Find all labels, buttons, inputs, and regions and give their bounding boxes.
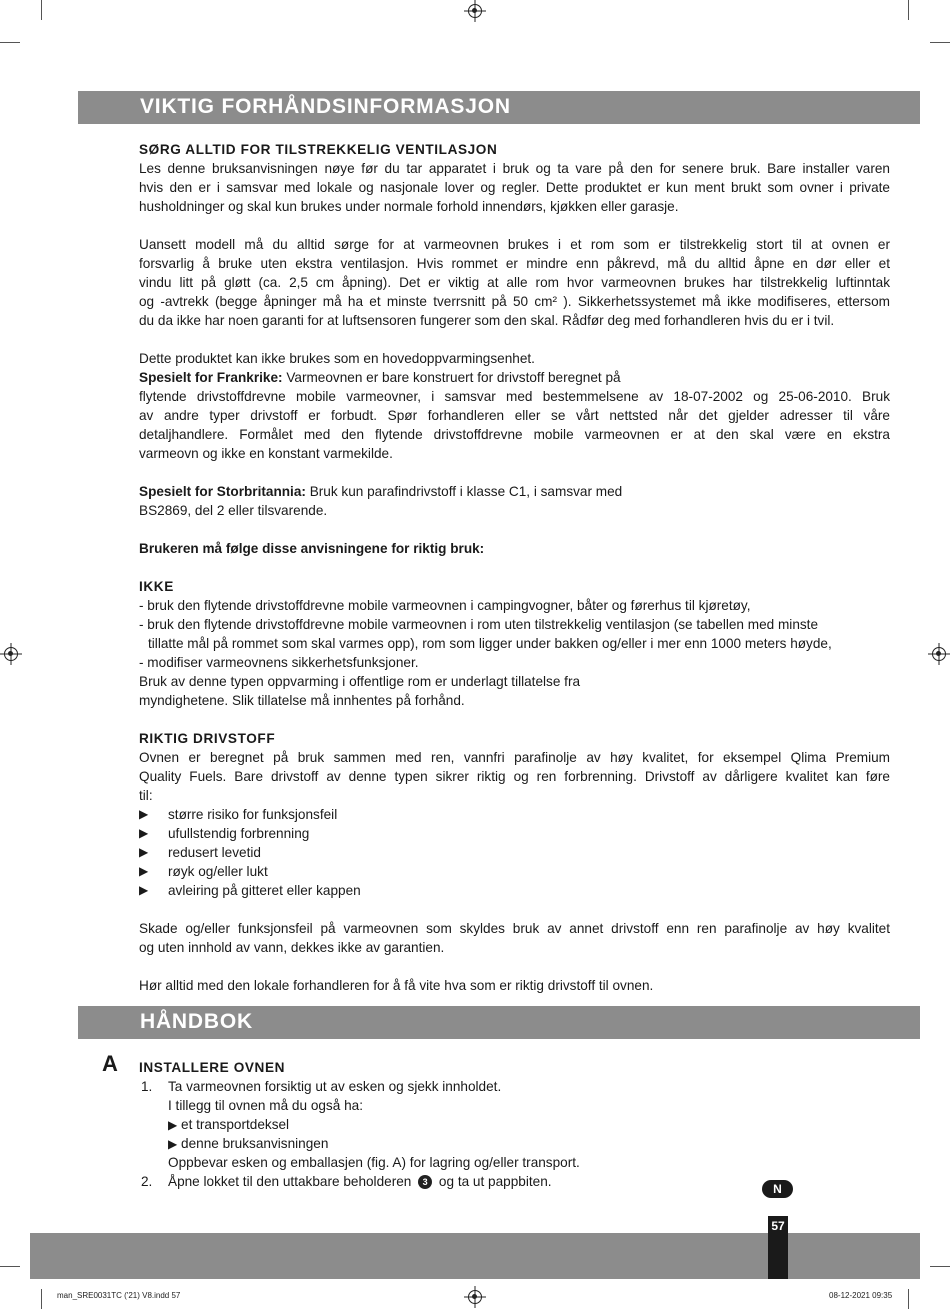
page-number: 57: [771, 1219, 785, 1233]
paragraph-line: husholdninger og skal kun brukes under normale forhold innendørs, kjøkken eller garasje.: [139, 199, 679, 214]
bullet-text: større risiko for funksjonsfeil: [168, 807, 338, 822]
bullet-text: ufullstendig forbrenning: [168, 826, 310, 841]
bullet-text: redusert levetid: [168, 845, 261, 860]
ikke-line: myndighetene. Slik tillatelse må innhentes på forhånd.: [139, 693, 465, 708]
crop-mark: [908, 0, 909, 20]
france-text: Varmeovnen er bare konstruert for drivstoff beregnet på: [282, 370, 621, 385]
ventilation-heading: SØRG ALLTID FOR TILSTREKKELIG VENTILASJON: [139, 142, 498, 157]
triangle-right-icon: ▶: [139, 807, 149, 821]
ikke-line: - bruk den flytende drivstoffdrevne mobile varmeovnen i rom uten tilstrekkelig ventilasjon (se tabellen med minste: [139, 617, 819, 632]
crop-mark: [0, 42, 20, 43]
fuel-line: Ovnen er beregnet på bruk sammen med ren, vannfri parafinolje av høy kvalitet, for eksempel Qlima Premium: [139, 750, 890, 765]
crop-mark: [908, 1289, 909, 1309]
triangle-right-icon: ▶: [168, 1118, 178, 1132]
registration-mark-icon: [468, 1290, 482, 1304]
triangle-right-icon: ▶: [168, 1137, 178, 1151]
triangle-right-icon: ▶: [139, 883, 149, 897]
paragraph-line: BS2869, del 2 eller tilsvarende.: [139, 503, 328, 518]
triangle-right-icon: ▶: [139, 845, 149, 859]
page-number-tab: [768, 1216, 788, 1279]
ikke-line: - bruk den flytende drivstoffdrevne mobile varmeovnen i campingvogner, båter og førerhus til kjøretøy,: [139, 598, 751, 613]
fuel-bullet: [139, 843, 261, 862]
paragraph-line: flytende drivstoffdrevne mobile varmeovner, i samsvar med bestemmelsene av 18-07-2002 og 25-06-2010. Bruk: [139, 389, 890, 404]
step2-text-a: Åpne lokket til den uttakbare beholderen: [168, 1174, 412, 1189]
step-text: Ta varmeovnen forsiktig ut av esken og sjekk innholdet.: [168, 1079, 502, 1094]
fuel-bullet: [139, 862, 268, 881]
crop-mark: [41, 1289, 42, 1309]
language-badge: N: [762, 1180, 793, 1198]
fuel-bullet: [139, 824, 309, 843]
bullet-text: røyk og/eller lukt: [168, 864, 268, 879]
step-text: [168, 1172, 552, 1191]
user-must-heading: Brukeren må følge disse anvisningene for riktig bruk:: [139, 541, 485, 556]
crop-mark: [930, 42, 950, 43]
section-title: VIKTIG FORHÅNDSINFORMASJON: [140, 95, 511, 118]
date-slug: 08-12-2021 09:35: [829, 1291, 893, 1300]
fuel-bullet: [139, 805, 337, 824]
step-number: 2.: [141, 1174, 153, 1189]
ikke-line: tillatte mål på rommet som skal varmes opp), rom som ligger under bakken og/eller i mer enn 1000 meters høyde,: [148, 636, 832, 651]
step-subitem: [168, 1134, 328, 1154]
crop-mark: [0, 1266, 20, 1267]
step-text: I tillegg til ovnen må du også ha:: [168, 1098, 363, 1113]
uk-text: Bruk kun parafindrivstoff i klasse C1, i samsvar med: [305, 484, 623, 499]
triangle-right-icon: ▶: [139, 864, 149, 878]
subitem-text: et transportdeksel: [181, 1117, 290, 1132]
paragraph-line: vindu litt på gløtt (ca. 2,5 cm åpning). Det er viktig at alle rom hvor varmeovnen brukes har tilstrekkelig luftinntak: [139, 275, 890, 290]
paragraph-line: Uansett modell må du alltid sørge for at varmeovnen brukes i et rom som er tilstrekkelig stort til at ovnen er: [139, 237, 890, 252]
install-heading: INSTALLERE OVNEN: [139, 1060, 286, 1075]
damage-line: Skade og/eller funksjonsfeil på varmeovnen som skyldes bruk av annet drivstoff enn ren parafinolje av høy kvalitet: [139, 921, 890, 936]
step-number: 1.: [141, 1079, 153, 1094]
fuel-line: til:: [139, 788, 153, 803]
uk-label: Spesielt for Storbritannia:: [139, 484, 306, 499]
step2-text-b: og ta ut pappbiten.: [438, 1174, 552, 1189]
paragraph-line: forsvarlig å bruke uten ekstra ventilasjon. Hvis rommet er mindre enn påkrevd, må du alltid åpne en dør eller et: [139, 256, 890, 271]
dealer-line: Hør alltid med den lokale forhandleren for å få vite hva som er riktig drivstoff til ovnen.: [139, 978, 654, 993]
paragraph-line: detaljhandlere. Formålet med den flytende drivstoffdrevne mobile varmeovnen er at den skal være en ekstra: [139, 427, 890, 442]
paragraph-line: varmeovn og ikke en konstant varmekilde.: [139, 446, 393, 461]
registration-mark-icon: [932, 647, 946, 661]
subitem-text: denne bruksanvisningen: [181, 1136, 329, 1151]
france-label: Spesielt for Frankrike:: [139, 370, 283, 385]
paragraph-line: Dette produktet kan ikke brukes som en hovedoppvarmingsenhet.: [139, 351, 535, 366]
step-text: Oppbevar esken og emballasjen (fig. A) for lagring og/eller transport.: [168, 1155, 580, 1170]
paragraph-line: og -avtrekk (begge åpninger må ha et minste tverrsnitt på 50 cm² ). Sikkerhetssystemet må ikke modifiseres, ettersom: [139, 294, 890, 309]
france-line: [139, 368, 621, 387]
ikke-heading: IKKE: [139, 579, 174, 594]
part-number-badge: 3: [418, 1175, 432, 1189]
fuel-heading: RIKTIG DRIVSTOFF: [139, 731, 276, 746]
uk-line: [139, 482, 622, 501]
section-header-band: [78, 91, 920, 124]
section-title: HÅNDBOK: [140, 1010, 253, 1033]
paragraph-line: av andre typer drivstoff er forbudt. Spør forhandleren eller se vårt nettsted når det gjelder adresser til våre: [139, 408, 890, 423]
crop-mark: [930, 1266, 950, 1267]
paragraph-line: hvis den er i samsvar med lokale og nasjonale lover og regler. Dette produktet er kun ment brukt som ovner i private: [139, 180, 890, 195]
bullet-text: avleiring på gitteret eller kappen: [168, 883, 361, 898]
crop-mark: [41, 0, 42, 20]
paragraph-line: Les denne bruksanvisningen nøye før du tar apparatet i bruk og ta vare på den for senere bruk. Bare installer varen: [139, 161, 890, 176]
fuel-line: Quality Fuels. Bare drivstoff av denne typen sikrer riktig og ren forbrenning. Drivstoff av dårligere kvalitet kan føre: [139, 769, 890, 784]
paragraph-line: du da ikke har noen garanti for at luftsensoren fungerer som den skal. Rådfør deg med forhandleren hvis du er i tvil.: [139, 313, 835, 328]
ikke-line: Bruk av denne typen oppvarming i offentlige rom er underlagt tillatelse fra: [139, 674, 581, 689]
step-subitem: [168, 1115, 289, 1135]
triangle-right-icon: ▶: [139, 826, 149, 840]
section-letter: A: [102, 1051, 118, 1076]
file-slug: man_SRE0031TC ('21) V8.indd 57: [57, 1291, 181, 1300]
registration-mark-icon: [4, 647, 18, 661]
registration-mark-icon: [468, 4, 482, 18]
section-header-band: [78, 1006, 920, 1039]
ikke-line: - modifiser varmeovnens sikkerhetsfunksjoner.: [139, 655, 419, 670]
fuel-bullet: [139, 881, 361, 900]
damage-line: og uten innhold av vann, dekkes ikke av garantien.: [139, 940, 445, 955]
